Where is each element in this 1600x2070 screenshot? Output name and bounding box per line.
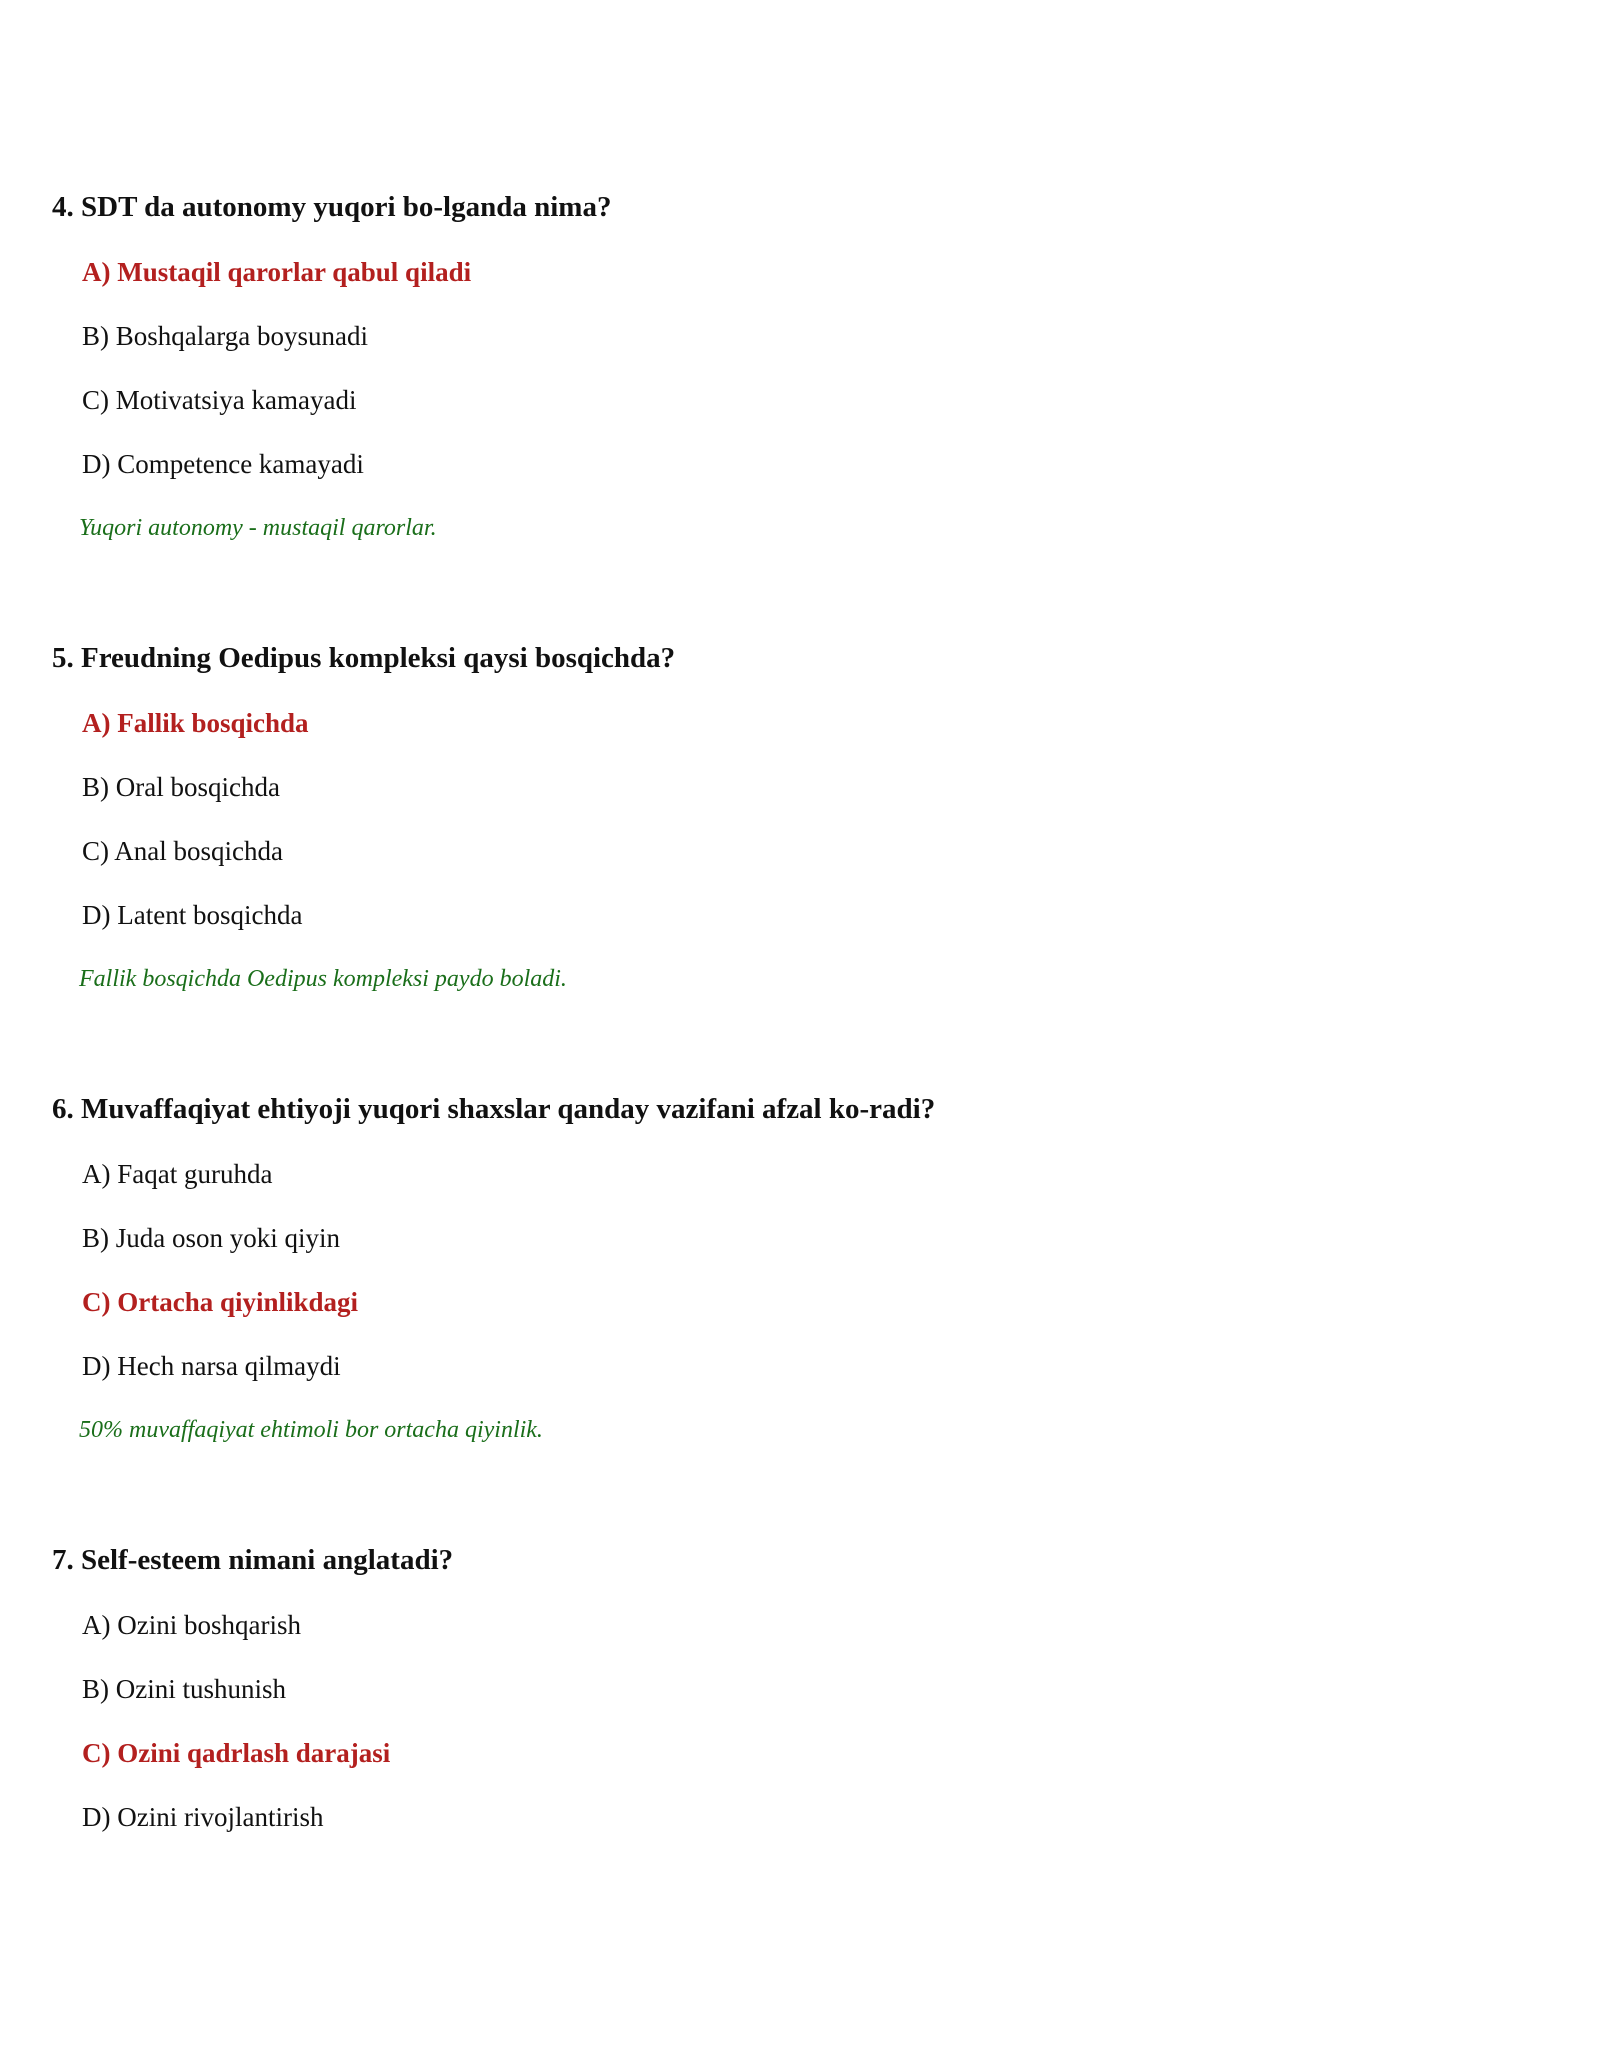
question-title: 5. Freudning Oedipus kompleksi qaysi bosqichda? [52, 642, 676, 674]
option-a: A) Ozini boshqarish [82, 1610, 301, 1640]
option-c: C) Ortacha qiyinlikdagi [82, 1287, 359, 1317]
explanation: Fallik bosqichda Oedipus kompleksi paydo boladi. [79, 966, 567, 992]
option-c: C) Motivatsiya kamayadi [82, 385, 357, 415]
explanation: 50% muvaffaqiyat ehtimoli bor ortacha qiyinlik. [79, 1417, 543, 1443]
option-a: A) Faqat guruhda [82, 1159, 273, 1189]
option-b: B) Oral bosqichda [82, 772, 280, 802]
explanation: Yuqori autonomy - mustaqil qarorlar. [79, 515, 437, 541]
option-d: D) Hech narsa qilmaydi [82, 1351, 341, 1381]
option-a: A) Mustaqil qarorlar qabul qiladi [82, 257, 472, 287]
question-title: 4. SDT da autonomy yuqori bo-lganda nima? [52, 191, 612, 223]
question-title: 7. Self-esteem nimani anglatadi? [52, 1544, 454, 1576]
option-d: D) Latent bosqichda [82, 900, 303, 930]
option-b: B) Boshqalarga boysunadi [82, 321, 368, 351]
option-b: B) Ozini tushunish [82, 1674, 287, 1704]
option-d: D) Competence kamayadi [82, 449, 364, 479]
question-title: 6. Muvaffaqiyat ehtiyoji yuqori shaxslar qanday vazifani afzal ko-radi? [52, 1093, 936, 1125]
option-a: A) Fallik bosqichda [82, 708, 309, 738]
option-c: C) Ozini qadrlash darajasi [82, 1738, 391, 1768]
option-c: C) Anal bosqichda [82, 836, 283, 866]
option-d: D) Ozini rivojlantirish [82, 1802, 324, 1832]
option-b: B) Juda oson yoki qiyin [82, 1223, 341, 1253]
